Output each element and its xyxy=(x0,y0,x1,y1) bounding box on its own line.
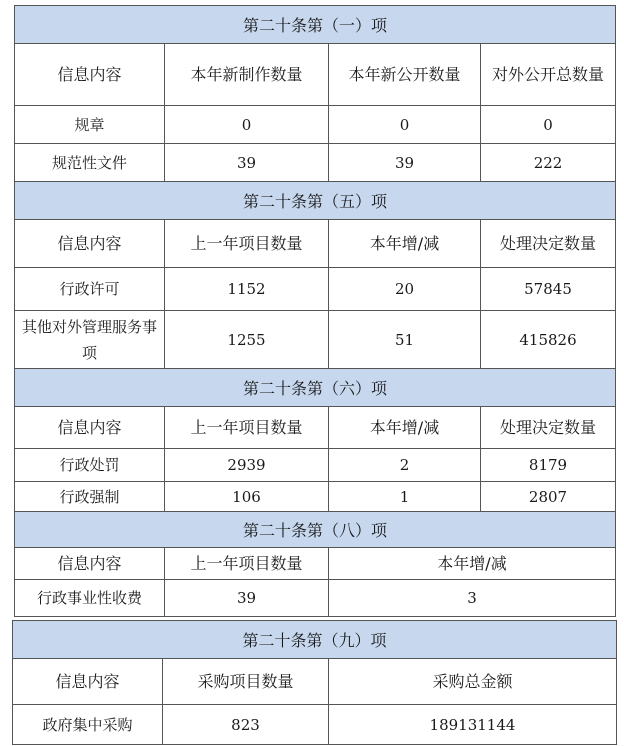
cell-value: 106 xyxy=(165,482,329,512)
cell-value: 3 xyxy=(329,580,616,617)
column-header: 上一年项目数量 xyxy=(165,548,329,580)
section-6-title-row xyxy=(15,369,616,407)
cell-value: 189131144 xyxy=(329,705,617,745)
section-1-title-row xyxy=(15,6,616,44)
cell-value: 8179 xyxy=(481,449,616,482)
table-row xyxy=(15,449,616,482)
column-header: 采购总金额 xyxy=(329,659,617,705)
cell-value: 823 xyxy=(163,705,329,745)
cell-value: 20 xyxy=(329,268,481,311)
column-header: 处理决定数量 xyxy=(481,407,616,449)
cell-value: 51 xyxy=(329,311,481,369)
cell-value: 2 xyxy=(329,449,481,482)
section-title: 第二十条第（九）项 xyxy=(13,621,617,659)
row-label: 规范性文件 xyxy=(15,144,165,182)
disclosure-table-procurement xyxy=(12,620,617,745)
table-row xyxy=(15,106,616,144)
cell-value: 1 xyxy=(329,482,481,512)
cell-value: 39 xyxy=(165,580,329,617)
row-label: 规章 xyxy=(15,106,165,144)
header-row xyxy=(13,659,617,705)
column-header: 信息内容 xyxy=(15,548,165,580)
column-header: 信息内容 xyxy=(15,220,165,268)
column-header: 信息内容 xyxy=(13,659,163,705)
cell-value: 1255 xyxy=(165,311,329,369)
table-row xyxy=(15,311,616,369)
row-label: 行政强制 xyxy=(15,482,165,512)
column-header: 本年增/减 xyxy=(329,548,616,580)
table-row xyxy=(15,144,616,182)
section-title: 第二十条第（八）项 xyxy=(15,512,616,548)
cell-value: 2807 xyxy=(481,482,616,512)
cell-value: 39 xyxy=(329,144,481,182)
header-row xyxy=(15,220,616,268)
table-row xyxy=(15,482,616,512)
column-header: 信息内容 xyxy=(15,44,165,106)
row-label: 行政事业性收费 xyxy=(15,580,165,617)
column-header: 信息内容 xyxy=(15,407,165,449)
row-label: 行政处罚 xyxy=(15,449,165,482)
column-header: 本年新公开数量 xyxy=(329,44,481,106)
row-label: 政府集中采购 xyxy=(13,705,163,745)
cell-value: 39 xyxy=(165,144,329,182)
table-row xyxy=(15,268,616,311)
column-header: 本年新制作数量 xyxy=(165,44,329,106)
column-header: 本年增/减 xyxy=(329,220,481,268)
disclosure-table-main xyxy=(14,5,616,617)
section-title: 第二十条第（六）项 xyxy=(15,369,616,407)
header-row xyxy=(15,548,616,580)
section-9-title-row xyxy=(13,621,617,659)
header-row xyxy=(15,407,616,449)
cell-value: 57845 xyxy=(481,268,616,311)
row-label: 行政许可 xyxy=(15,268,165,311)
table-row xyxy=(13,705,617,745)
cell-value: 0 xyxy=(165,106,329,144)
row-label: 其他对外管理服务事项 xyxy=(15,311,165,369)
header-row xyxy=(15,44,616,106)
cell-value: 2939 xyxy=(165,449,329,482)
column-header: 上一年项目数量 xyxy=(165,220,329,268)
cell-value: 0 xyxy=(481,106,616,144)
cell-value: 222 xyxy=(481,144,616,182)
section-8-title-row xyxy=(15,512,616,548)
column-header: 采购项目数量 xyxy=(163,659,329,705)
cell-value: 1152 xyxy=(165,268,329,311)
section-5-title-row xyxy=(15,182,616,220)
section-title: 第二十条第（一）项 xyxy=(15,6,616,44)
column-header: 上一年项目数量 xyxy=(165,407,329,449)
column-header: 对外公开总数量 xyxy=(481,44,616,106)
cell-value: 0 xyxy=(329,106,481,144)
column-header: 本年增/减 xyxy=(329,407,481,449)
column-header: 处理决定数量 xyxy=(481,220,616,268)
section-title: 第二十条第（五）项 xyxy=(15,182,616,220)
cell-value: 415826 xyxy=(481,311,616,369)
table-row xyxy=(15,580,616,617)
